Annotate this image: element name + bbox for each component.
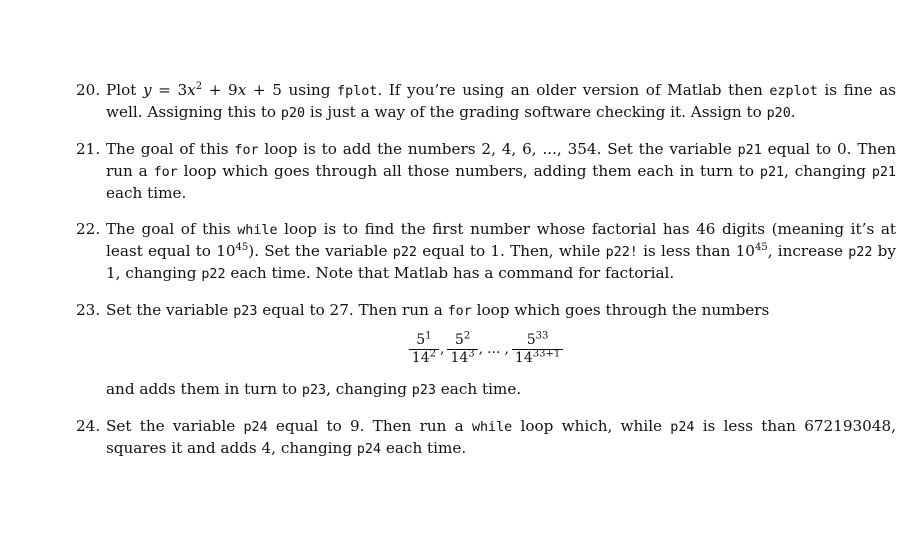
code-p22: p22	[392, 245, 417, 260]
code-p21: p21	[871, 165, 896, 180]
problem-21	[76, 139, 896, 204]
code-for: for	[153, 165, 178, 180]
code-p20: p20	[766, 106, 791, 121]
code-for: for	[447, 304, 472, 319]
problem-23	[76, 300, 896, 401]
problem-22	[76, 219, 896, 285]
problem-24	[76, 416, 896, 460]
fraction-2: $\frac{5^2}{14^3}$	[447, 332, 477, 367]
code-p24: p24	[670, 420, 695, 435]
code-p21: p21	[759, 165, 785, 180]
code-while: while	[237, 223, 278, 238]
code-p23: p23	[233, 304, 258, 319]
code-p23: p23	[301, 383, 327, 398]
problem-text: Set the variable p24 equal to 9. Then run a while loop which, while p24 is less than 672193048, squares it and adds 4, changing p24 each time.	[106, 417, 896, 457]
problem-number: 23.	[76, 301, 101, 319]
code-p24: p24	[356, 442, 382, 457]
code-p22: p22	[201, 267, 226, 282]
problem-text: Set the variable p23 equal to 27. Then run a for loop which goes through the numbers $\frac{5^1}{14^2}$ , $\frac{5^2}{14^3}$ , ... , $\frac{5^{33}}{14^{33+1}}$ and adds them in turn to p23, changing p23 each time.	[106, 300, 896, 401]
code-while: while	[471, 420, 513, 435]
code-p22: p22	[848, 245, 873, 260]
code-p24: p24	[243, 420, 268, 435]
fraction-1: $\frac{5^1}{14^2}$	[409, 332, 439, 367]
code-fplot: fplot	[337, 84, 378, 99]
code-p21: p21	[737, 143, 762, 158]
problem-text: Plot $y = 3x^2 + 9x + 5$ using fplot. If you’re using an older version of Matlab then ezplot is fine as well. Assigning this to p20 is just a way of the grading software checking it. Assign to p20.	[106, 80, 896, 121]
code-p20: p20	[280, 106, 306, 121]
ellipsis: ...	[487, 341, 501, 357]
problem-20	[76, 80, 896, 124]
fraction-3: $\frac{5^{33}}{14^{33+1}}$	[512, 332, 563, 367]
sequence-formula: $\frac{5^1}{14^2}$ , $\frac{5^2}{14^3}$ , ... , $\frac{5^{33}}{14^{33+1}}$	[76, 322, 896, 375]
problem-text: The goal of this while loop is to find the first number whose factorial has 46 digits (meaning it’s at least equal to $10^{45}$). Set the variable p22 equal to 1. Then, while p22! is less than $10^{45}$, increase p22 by 1, changing p22 each time. Note that Matlab has a command for factorial.	[106, 220, 896, 282]
problem-list	[76, 80, 896, 460]
problem-text: The goal of this for loop is to add the numbers 2, 4, 6, ..., 354. Set the variable p21 equal to 0. Then run a for loop which goes through all those numbers, adding them each in turn to p21, changing p21 each time.	[106, 140, 896, 202]
problem-number: 24.	[76, 417, 101, 435]
code-p23: p23	[411, 383, 436, 398]
code-p22-factorial: p22!	[605, 245, 638, 260]
code-ezplot: ezplot	[769, 84, 818, 99]
problem-number: 22.	[76, 220, 101, 238]
problem-number: 21.	[76, 140, 101, 158]
problem-number: 20.	[76, 81, 101, 99]
code-for: for	[234, 143, 259, 158]
